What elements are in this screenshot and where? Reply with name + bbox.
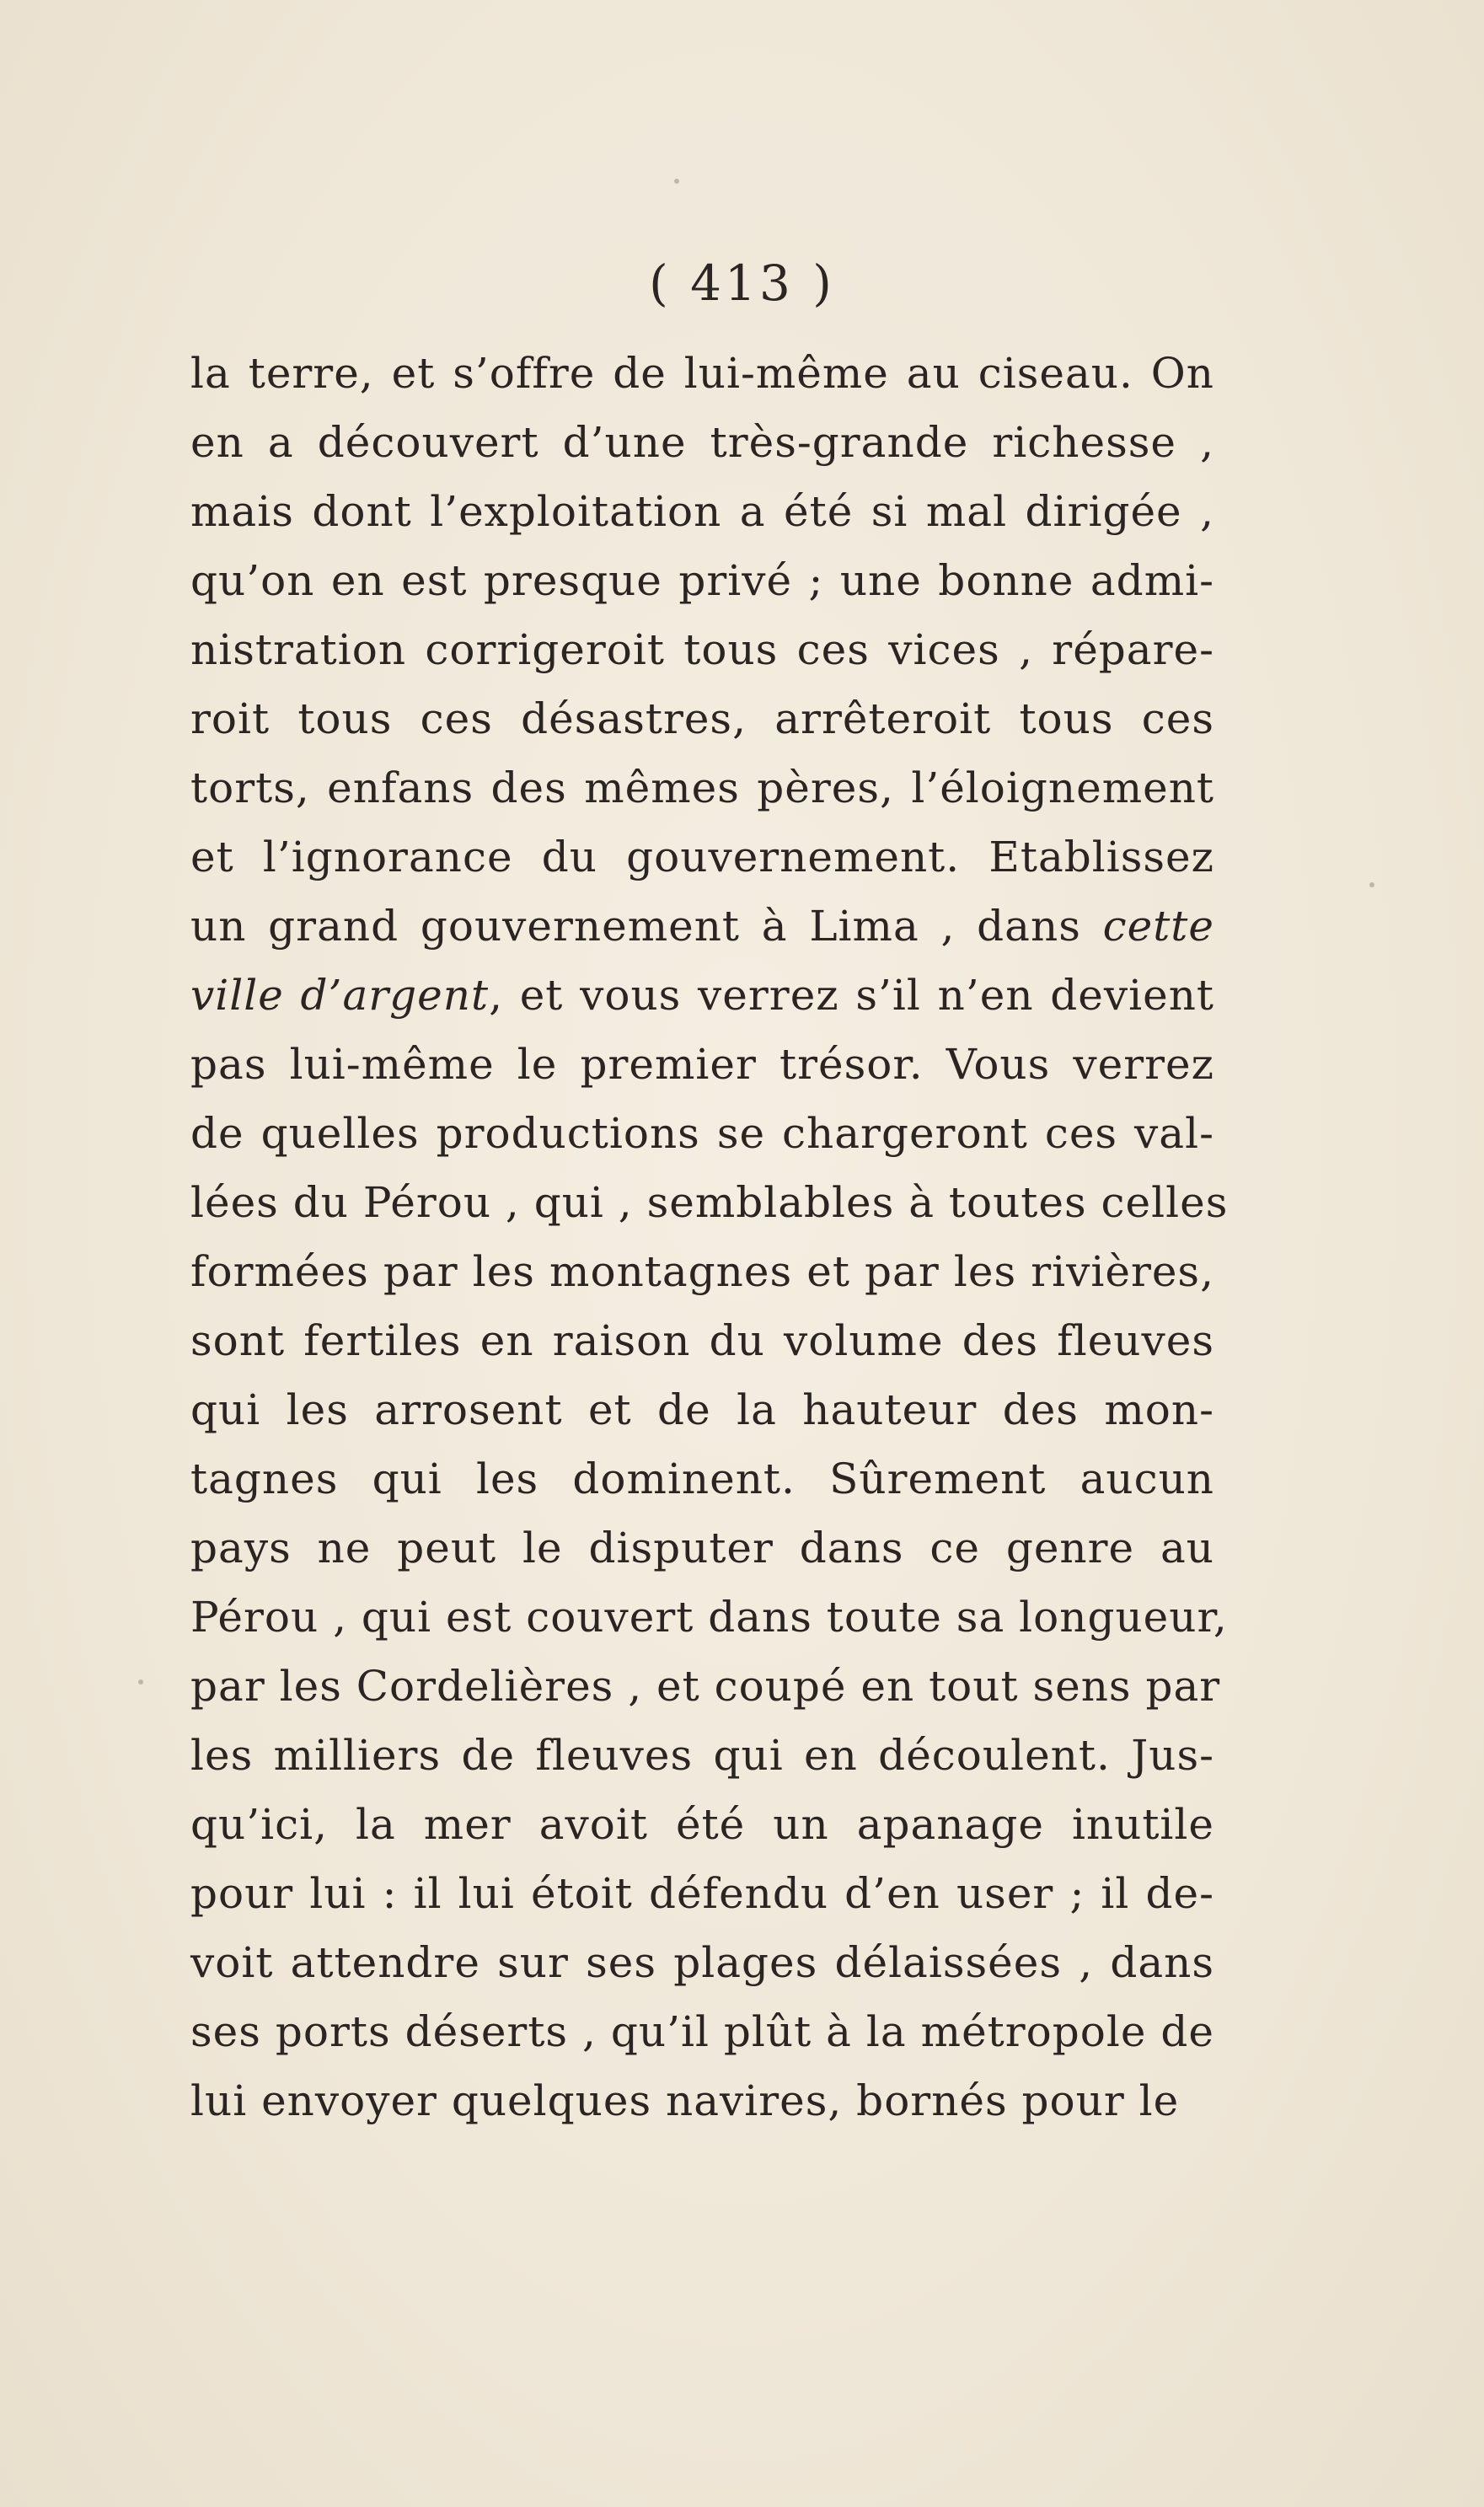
text-segment: tagnes qui les dominent. Sûrement aucun xyxy=(190,1454,1214,1503)
paper-speck xyxy=(674,179,679,184)
text-line xyxy=(190,1168,1229,1237)
text-line xyxy=(190,1721,1214,1790)
body-text xyxy=(190,339,1229,2135)
text-line xyxy=(190,339,1214,408)
text-line xyxy=(190,961,1214,1030)
text-segment: pas lui-même le premier trésor. Vous verrez xyxy=(190,1040,1214,1089)
text-segment: pays ne peut le disputer dans ce genre au xyxy=(190,1524,1214,1572)
paper-speck xyxy=(1369,882,1374,887)
text-line xyxy=(190,1583,1228,1652)
italic-text: cette xyxy=(1102,902,1214,951)
text-line xyxy=(190,1997,1214,2066)
text-segment: un grand gouvernement à Lima , dans xyxy=(190,902,1103,951)
text-line xyxy=(190,408,1214,477)
text-line xyxy=(190,2066,1214,2135)
text-segment: par les Cordelières , et coupé en tout sens par xyxy=(190,1662,1221,1711)
text-segment: sont fertiles en raison du volume des fleuves xyxy=(190,1316,1214,1365)
text-segment: les milliers de fleuves qui en découlent. Jus- xyxy=(190,1731,1214,1780)
text-line xyxy=(190,615,1214,684)
text-line xyxy=(190,546,1214,615)
text-segment: nistration corrigeroit tous ces vices , répare- xyxy=(190,625,1214,674)
text-segment: la terre, et s’offre de lui-même au ciseau. On xyxy=(190,349,1214,398)
text-segment: qui les arrosent et de la hauteur des mon- xyxy=(190,1385,1214,1434)
text-line xyxy=(190,1030,1214,1099)
text-segment: formées par les montagnes et par les rivières, xyxy=(190,1247,1214,1296)
text-segment: en a découvert d’une très-grande richesse , xyxy=(190,418,1214,467)
text-line xyxy=(190,1444,1214,1513)
text-segment: mais dont l’exploitation a été si mal dirigée , xyxy=(190,487,1214,536)
text-segment: qu’on en est presque privé ; une bonne admi- xyxy=(190,556,1214,605)
text-segment: Pérou , qui est couvert dans toute sa longueur, xyxy=(190,1593,1228,1642)
text-segment: lées du Pérou , qui , semblables à toutes celles xyxy=(190,1178,1229,1227)
text-line xyxy=(190,1652,1221,1721)
text-segment: et l’ignorance du gouvernement. Etablissez xyxy=(190,833,1214,881)
text-line xyxy=(190,1928,1214,1997)
text-line xyxy=(190,822,1214,892)
text-line xyxy=(190,477,1214,546)
text-segment: pour lui : il lui étoit défendu d’en user ; il de- xyxy=(190,1869,1214,1918)
text-segment: de quelles productions se chargeront ces val- xyxy=(190,1109,1214,1158)
text-line xyxy=(190,1375,1214,1444)
text-line xyxy=(190,753,1214,822)
text-line xyxy=(190,1859,1214,1928)
italic-text: ville d’argent xyxy=(190,971,490,1020)
text-line xyxy=(190,1306,1214,1375)
text-line xyxy=(190,1237,1214,1306)
text-segment: qu’ici, la mer avoit été un apanage inutile xyxy=(190,1800,1214,1849)
text-line xyxy=(190,684,1214,753)
text-segment: ses ports déserts , qu’il plût à la métropole de xyxy=(190,2007,1214,2056)
page-number: ( 413 ) xyxy=(649,254,835,312)
paper-speck xyxy=(138,1679,143,1685)
text-segment: , et vous verrez s’il n’en devient xyxy=(489,971,1214,1020)
text-line xyxy=(190,892,1214,961)
text-line xyxy=(190,1513,1214,1583)
text-segment: roit tous ces désastres, arrêteroit tous ces xyxy=(190,694,1214,743)
text-segment: voit attendre sur ses plages délaissées , dans xyxy=(190,1938,1214,1987)
text-segment: torts, enfans des mêmes pères, l’éloignement xyxy=(190,763,1214,812)
text-line xyxy=(190,1790,1214,1859)
text-line xyxy=(190,1099,1214,1168)
text-segment: lui envoyer quelques navires, bornés pour le xyxy=(190,2076,1180,2125)
